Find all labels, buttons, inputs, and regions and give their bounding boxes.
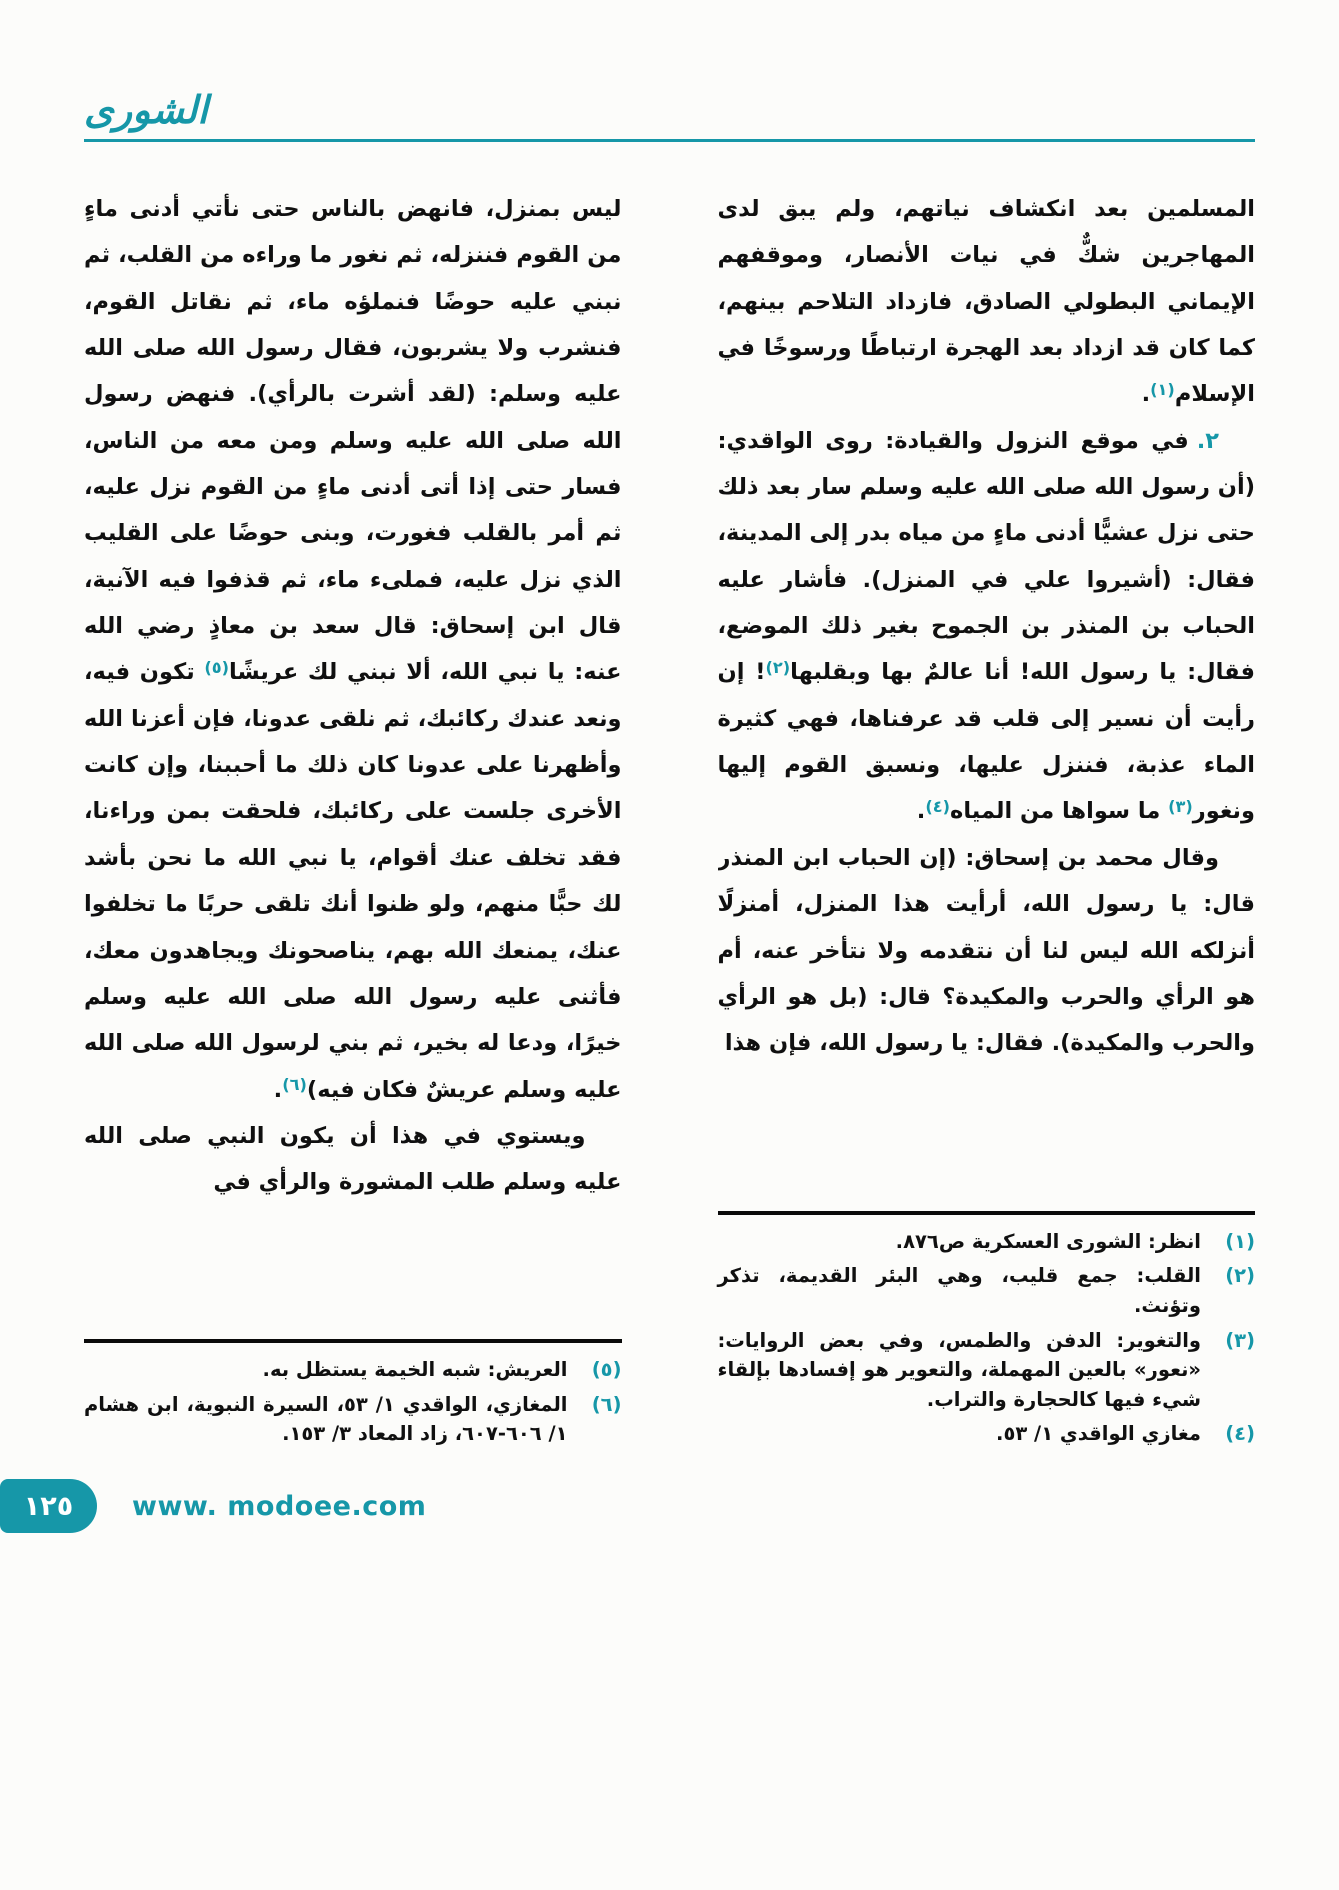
body-paragraph: المسلمين بعد انكشاف نياتهم، ولم يبق لدى المهاجرين شكٌّ في نيات الأنصار، وموقفهم الإيماني البطولي الصادق، فازداد التلاحم بينهم، كما كان قد ازداد بعد الهجرة ارتباطًا ورسوخًا في الإسلام$^{(١)}$.: [717, 196, 1255, 408]
chapter-title: الشورى: [84, 88, 208, 132]
footnote-text: مغازي الواقدي ١/ ٥٣.: [996, 1422, 1201, 1446]
page-number-badge: [0, 1479, 97, 1533]
footnote-text: والتغوير: الدفن والطمس، وفي بعض الروايات: «نعور» بالعين المهملة، والتعوير هو إفسادها بإلقاء شيء فيها كالحجارة والتراب.: [717, 1328, 1201, 1411]
page-header: [84, 88, 1255, 142]
footnote-number: (٦): [591, 1392, 622, 1416]
footnote-number: (٢): [1225, 1264, 1255, 1288]
footnote-ref: (٥): [204, 657, 230, 677]
footnote-number: (٥): [591, 1358, 622, 1382]
footnote: [84, 1355, 622, 1385]
footnote: [718, 1326, 1256, 1415]
footnote: [718, 1419, 1256, 1449]
right-column: [718, 186, 1256, 1454]
footnotes-right: [718, 1211, 1256, 1454]
footnote-text: المغازي، الواقدي ١/ ٥٣، السيرة النبوية، ابن هشام ١/ ٦٠٦-٦٠٧، زاد المعاد ٣/ ١٥٣.: [84, 1392, 568, 1446]
page-number: ١٢٥: [23, 1490, 74, 1522]
website-url: www. modoee.com: [132, 1491, 427, 1522]
footnote-text: القلب: جمع قليب، وهي البئر القديمة، تذكر وتؤنث.: [717, 1264, 1201, 1317]
footnote: [718, 1261, 1256, 1320]
left-column-body: [84, 186, 622, 1339]
footnote-ref: (١): [1150, 379, 1175, 399]
footnote-ref: (٤): [925, 796, 951, 816]
footnote: [84, 1390, 622, 1449]
paragraph-text: في موقع النزول والقيادة: روى الواقدي: (أن رسول الله صلى الله عليه وسلم سار بعد ذلك حتى نزل عشيًّا أدنى ماءٍ من مياه بدر إلى المدينة، فقال: (أشيروا علي في المنزل). فأشار عليه الحباب بن المنذر بن الجموح بغير ذلك الموضع، فقال: يا رسول الله! أنا عالمٌ بها وبقلبها$^{(٢)}$! إن رأيت أن نسير إلى قلب قد عرفناها، فهي كثيرة الماء عذبة، فننزل عليها، ونسبق القوم إليها ونغور$^{(٣)}$ ما سواها من المياه$^{(٤)}$.: [717, 427, 1255, 825]
body-paragraph: وقال محمد بن إسحاق: (إن الحباب ابن المنذر قال: يا رسول الله، أرأيت هذا المنزل، أمنزلًا أنزلكه الله ليس لنا أن نتقدمه ولا نتأخر عنه، أم هو الرأي والحرب والمكيدة؟ قال: (بل هو الرأي والحرب والمكيدة). فقال: يا رسول الله، فإن هذا: [717, 844, 1255, 1057]
body-paragraph: ويستوي في هذا أن يكون النبي صلى الله عليه وسلم طلب المشورة والرأي في: [84, 1122, 622, 1196]
footnote-text: العريش: شبه الخيمة يستظل به.: [262, 1358, 568, 1382]
footnote-ref: (٢): [765, 657, 791, 677]
left-column: [84, 186, 622, 1454]
two-column-content: [84, 186, 1255, 1454]
header-rule: [84, 139, 1255, 142]
section-number: ٢.: [1196, 427, 1219, 454]
footnote-ref: (٣): [1168, 796, 1193, 816]
footnote: [718, 1227, 1256, 1257]
body-paragraph: ليس بمنزل، فانهض بالناس حتى نأتي أدنى ماءٍ من القوم فننزله، ثم نغور ما وراءه من القلب، ثم نبني عليه حوضًا فنملؤه ماء، ثم نقاتل القوم، فنشرب ولا يشربون، فقال رسول الله صلى الله عليه وسلم: (لقد أشرت بالرأي). فنهض رسول الله صلى الله عليه وسلم ومن معه من الناس، فسار حتى إذا أتى أدنى ماءٍ من القوم نزل عليه، ثم أمر بالقلب فغورت، وبنى حوضًا على القليب الذي نزل عليه، فملىء ماء، ثم قذفوا فيه الآنية، قال ابن إسحاق: قال سعد بن معاذٍ رضي الله عنه: يا نبي الله، ألا نبني لك عريشًا$^{(٥)}$ تكون فيه، ونعد عندك ركائبك، ثم نلقى عدونا، فإن أعزنا الله وأظهرنا على عدونا كان ذلك ما أحببنا، وإن كانت الأخرى جلست على ركائبك، فلحقت بمن وراءنا، فقد تخلف عنك أقوام، يا نبي الله ما نحن بأشد لك حبًّا منهم، ولو ظنوا أنك تلقى حربًا ما تخلفوا عنك، يمنعك الله بهم، يناصحونك ويجاهدون معك، فأثنى عليه رسول الله صلى الله عليه وسلم خيرًا، ودعا له بخير، ثم بني لرسول الله صلى الله عليه وسلم عريشٌ فكان فيه)$^{(٦)}$.: [84, 196, 622, 1103]
footnote-number: (٤): [1225, 1422, 1255, 1446]
footnote-ref: (٦): [282, 1074, 307, 1094]
footnote-number: (٣): [1225, 1328, 1255, 1352]
body-paragraph: [718, 418, 1256, 835]
right-column-body: [718, 186, 1256, 1211]
footnote-text: انظر: الشورى العسكرية ص٨٧٦.: [895, 1229, 1201, 1253]
footnote-number: (١): [1225, 1229, 1255, 1253]
footnotes-left: [84, 1339, 622, 1454]
